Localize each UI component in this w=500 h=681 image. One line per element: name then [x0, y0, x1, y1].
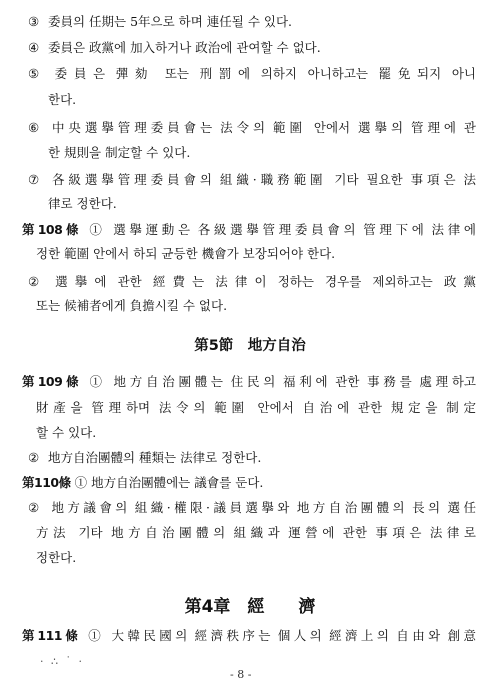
clause-marker: ①	[74, 475, 88, 490]
clause-marker: ⑥	[28, 120, 40, 135]
paragraph-line	[28, 66, 476, 82]
article-number: 第111條	[22, 628, 81, 643]
paragraph-continuation: 정한 範圍 안에서 하되 균등한 機會가 보장되어야 한다.	[36, 246, 336, 261]
paragraph-continuation: 財產을 管理하며 法令의 範圍 안에서 自治에 관한 規定을 制定	[36, 400, 476, 415]
clause-text: 委員의 任期는 5年으로 하며 連任될 수 있다.	[48, 14, 293, 29]
clause-marker: ②	[28, 450, 40, 465]
clause-marker: ①	[88, 628, 105, 643]
paragraph-line	[28, 500, 476, 516]
article-line	[22, 374, 476, 390]
clause-text: 委員은 彈劾 또는 刑罰에 의하지 아니하고는 罷免되지 아니	[48, 66, 476, 81]
paragraph-line	[28, 274, 476, 290]
clause-text: 委員은 政黨에 加入하거나 政治에 관여할 수 없다.	[48, 40, 321, 55]
paragraph-continuation: 한다.	[48, 92, 77, 107]
paragraph-continuation: 한 規則을 制定할 수 있다.	[48, 145, 191, 160]
clause-marker: ②	[28, 500, 40, 515]
section-heading: 第5節 地方自治	[194, 338, 306, 354]
clause-text: 地方自治團體는 住民의 福利에 관한 事務를 處理하고	[113, 374, 476, 389]
paragraph-continuation: 또는 候補者에게 負擔시킬 수 없다.	[36, 298, 228, 313]
paragraph-continuation: 方法 기타 地方自治團體의 組織과 運營에 관한 事項은 法律로	[36, 525, 476, 540]
paragraph-continuation: 律로 정한다.	[48, 196, 117, 211]
clause-marker: ②	[28, 274, 40, 289]
article-number: 第108條	[22, 222, 82, 237]
paragraph-line	[28, 14, 476, 30]
clause-text: 地方自治團體의 種類는 法律로 정한다.	[48, 450, 262, 465]
page-number: - 8 -	[230, 668, 252, 681]
article-line	[22, 222, 476, 238]
paragraph-line	[28, 172, 476, 188]
clause-marker: ⑤	[28, 66, 40, 81]
clause-marker: ③	[28, 14, 40, 29]
clause-marker: ⑦	[28, 172, 40, 187]
paragraph-line	[28, 450, 476, 466]
paragraph-continuation: 할 수 있다.	[36, 425, 97, 440]
paragraph-line	[28, 40, 476, 56]
article-number: 第110條	[22, 475, 71, 490]
scan-specks: · ∴ ˙ ·	[40, 655, 84, 668]
clause-marker: ①	[89, 374, 106, 389]
clause-text: 地方議會의 組織·權限·議員選擧와 地方自治團體의 長의 選任	[48, 500, 476, 515]
paragraph-continuation: 정한다.	[36, 550, 77, 565]
clause-text: 各級選擧管理委員會의 組織·職務範圍 기타 필요한 事項은 法	[48, 172, 476, 187]
article-line	[22, 628, 476, 644]
paragraph-line	[28, 120, 476, 136]
article-line	[22, 475, 476, 491]
clause-text: 地方自治團體에는 議會를 둔다.	[91, 475, 264, 490]
clause-text: 選擧運動은 各級選擧管理委員會의 管理下에 法律에	[113, 222, 476, 237]
article-number: 第109條	[22, 374, 82, 389]
clause-text: 大韓民國의 經濟秩序는 個人의 經濟上의 自由와 創意	[111, 628, 476, 643]
clause-marker: ④	[28, 40, 40, 55]
clause-text: 中央選擧管理委員會는 法令의 範圍 안에서 選擧의 管理에 관	[48, 120, 476, 135]
clause-marker: ①	[89, 222, 106, 237]
chapter-heading: 第4章 經 濟	[184, 597, 316, 617]
clause-text: 選擧에 관한 經費는 法律이 정하는 경우를 제외하고는 政黨	[48, 274, 476, 289]
